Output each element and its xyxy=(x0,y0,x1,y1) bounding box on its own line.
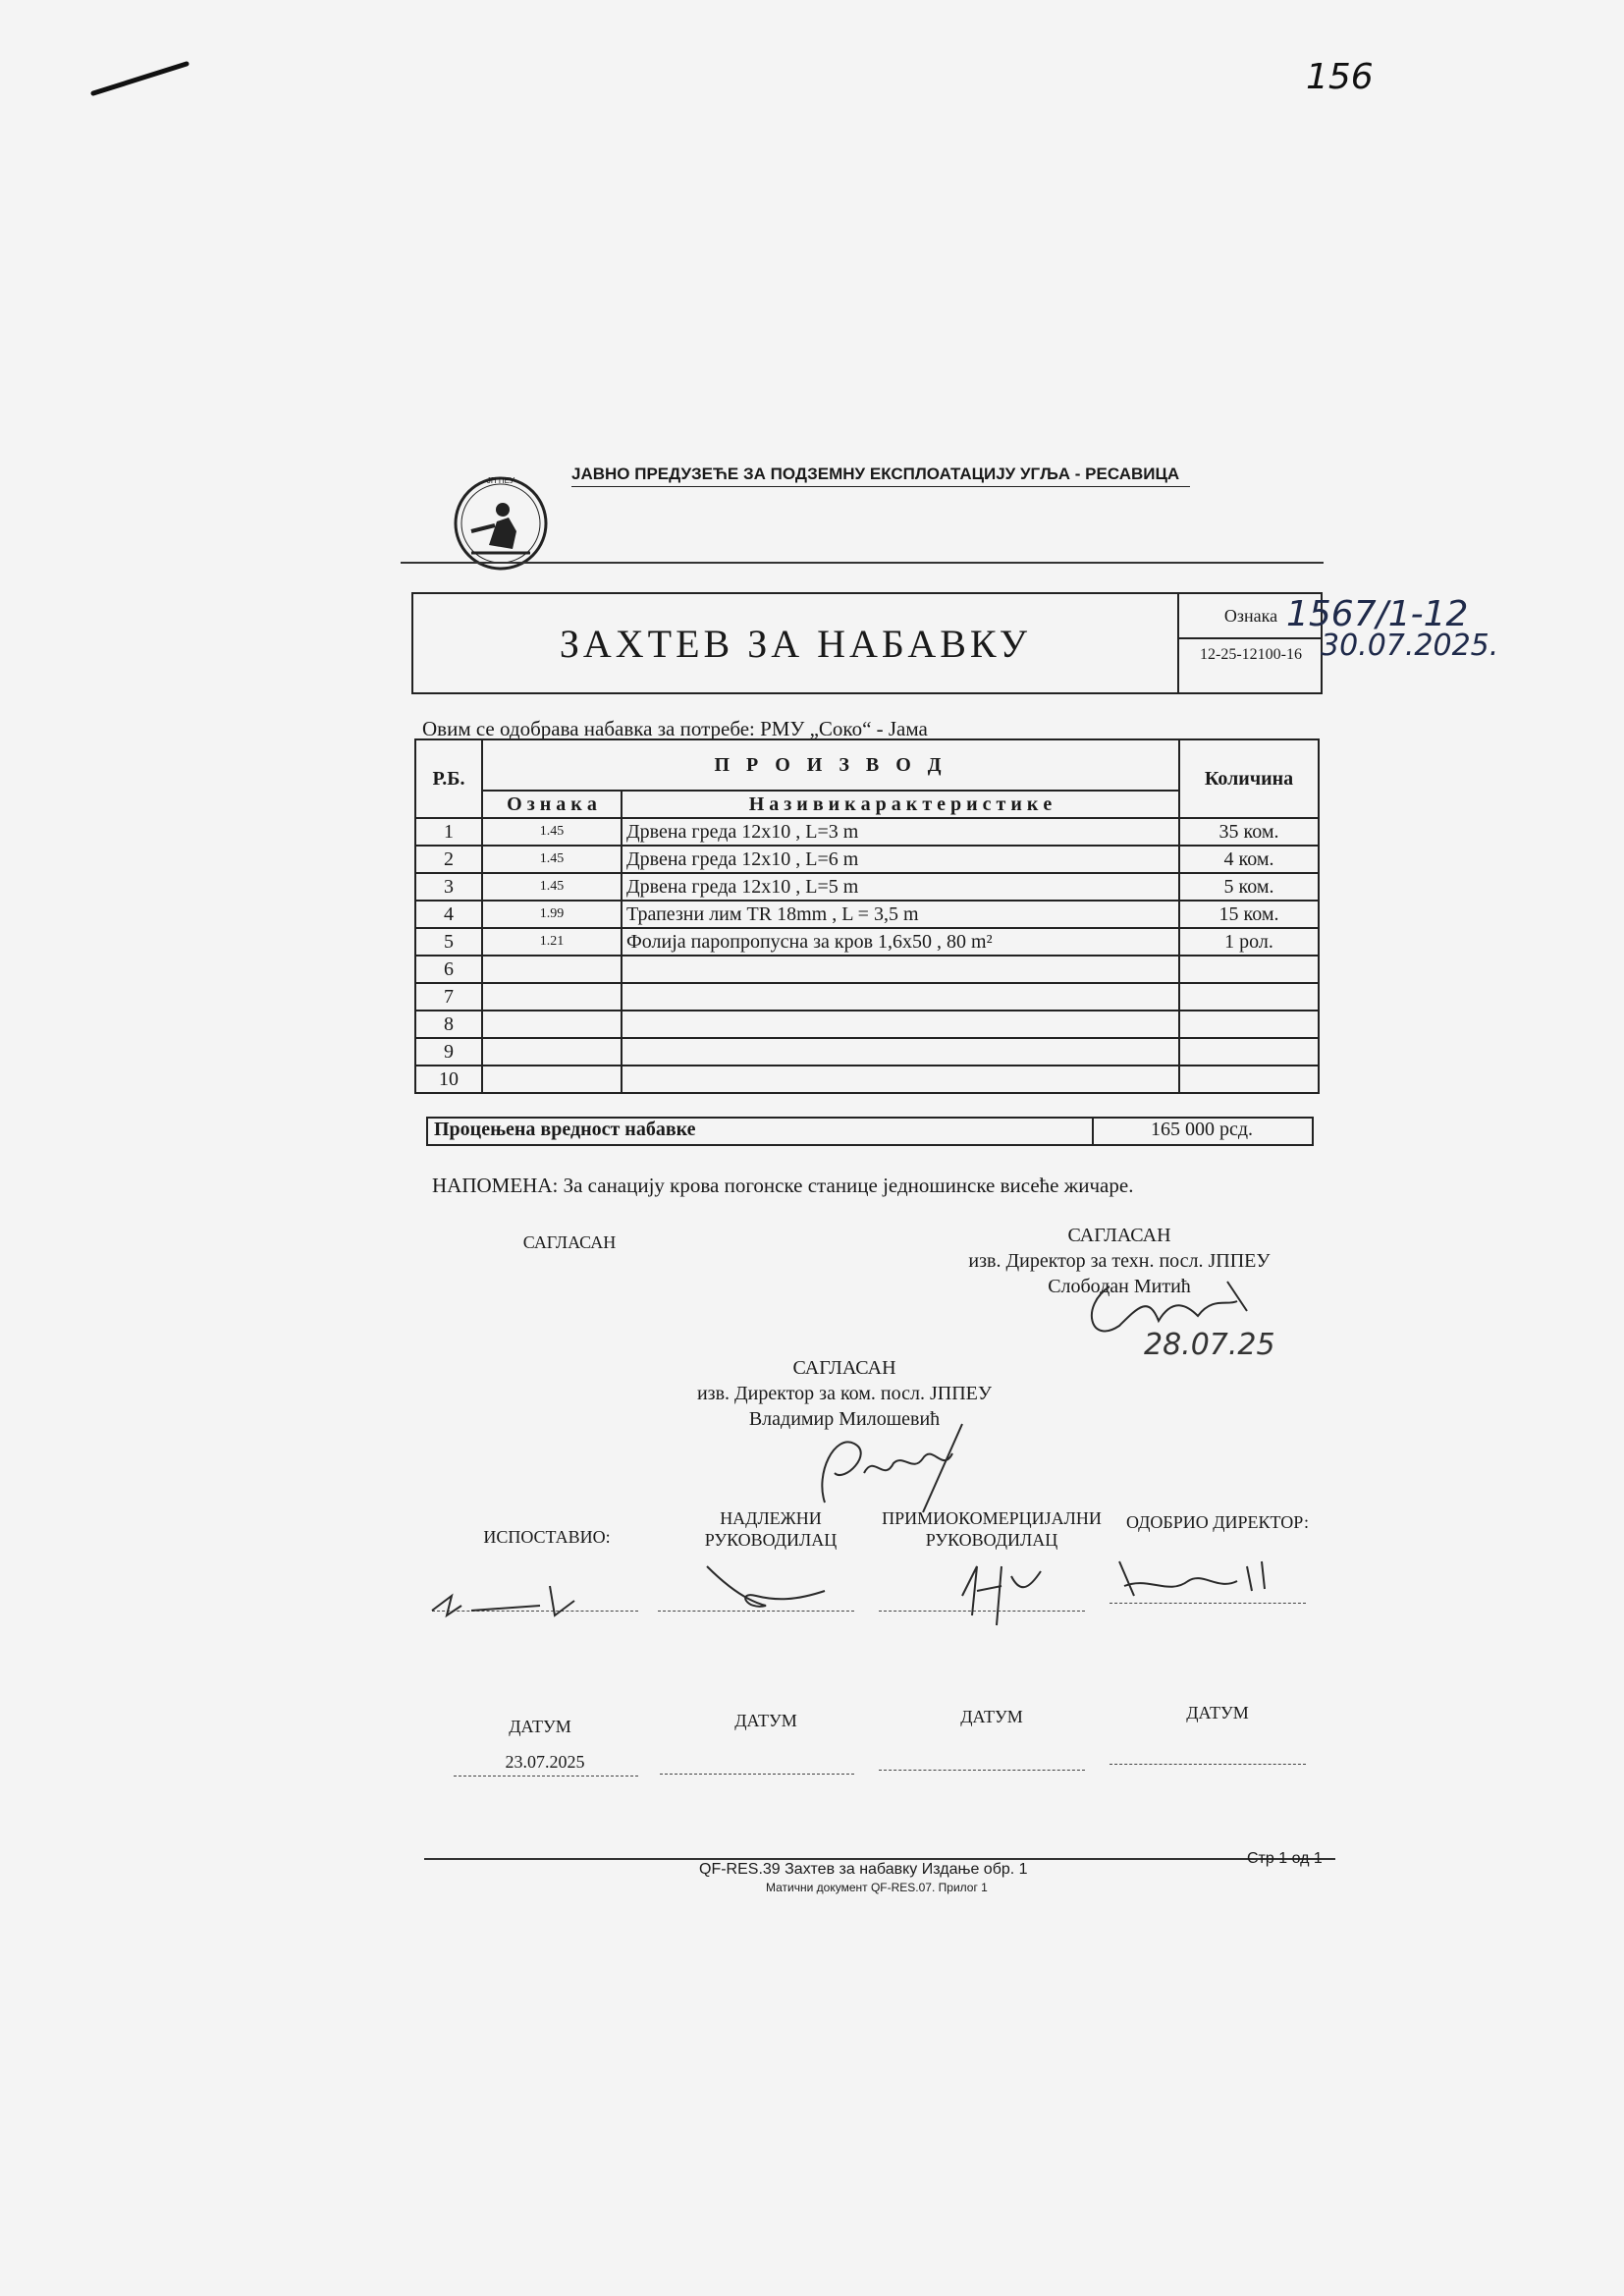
tech-director-title: изв. Директор за техн. посл. ЈППЕУ xyxy=(968,1250,1271,1272)
director-signature xyxy=(1110,1552,1286,1611)
company-name: ЈАВНО ПРЕДУЗЕЋЕ ЗА ПОДЗЕМНУ ЕКСПЛОАТАЦИЈУ УГЉА - РЕСАВИЦА xyxy=(571,465,1190,487)
table-row xyxy=(415,1011,1319,1038)
issued-by-signature xyxy=(422,1566,628,1625)
document-title: ЗАХТЕВ ЗА НАБАВКУ xyxy=(559,621,1032,666)
table-row xyxy=(415,873,1319,901)
table-row xyxy=(415,901,1319,928)
row-code xyxy=(482,1038,622,1066)
row-name xyxy=(622,1038,1179,1066)
items-table xyxy=(414,738,1320,1094)
row-rb: 5 xyxy=(415,928,482,956)
manager-label: НАДЛЕЖНИ РУКОВОДИЛАЦ xyxy=(704,1508,838,1550)
row-name: Дрвена греда 12x10 , L=6 m xyxy=(622,846,1179,873)
table-row xyxy=(415,1066,1319,1093)
tech-director-name: Слободан Митић xyxy=(1048,1276,1191,1297)
estimated-value-row xyxy=(426,1117,1314,1146)
col-code: О з н а к а xyxy=(482,791,622,818)
footer-page: Стр 1 од 1 xyxy=(1247,1850,1323,1867)
row-rb: 1 xyxy=(415,818,482,846)
row-qty xyxy=(1179,1066,1319,1093)
row-rb: 2 xyxy=(415,846,482,873)
date-label-2: ДАТУМ xyxy=(734,1711,797,1730)
footer-form: QF-RES.39 Захтев за набавку Издање обр. 1 xyxy=(699,1861,1028,1878)
oznaka-label: Ознака xyxy=(1179,594,1323,639)
date-line-2 xyxy=(660,1774,854,1775)
table-row xyxy=(415,818,1319,846)
row-code: 1.99 xyxy=(482,901,622,928)
row-qty: 15 ком. xyxy=(1179,901,1319,928)
col-product: П Р О И З В О Д xyxy=(482,739,1179,791)
row-name xyxy=(622,1011,1179,1038)
date-label-1: ДАТУМ xyxy=(509,1717,571,1736)
row-name: Дрвена греда 12x10 , L=5 m xyxy=(622,873,1179,901)
row-code xyxy=(482,956,622,983)
date-line-1 xyxy=(454,1776,638,1777)
row-qty xyxy=(1179,1011,1319,1038)
row-code: 1.45 xyxy=(482,873,622,901)
row-rb: 8 xyxy=(415,1011,482,1038)
estimated-label: Процењена вредност набавке xyxy=(434,1119,696,1140)
date-line-3 xyxy=(879,1770,1085,1771)
tech-approval-label: САГЛАСАН xyxy=(1067,1225,1171,1246)
row-rb: 6 xyxy=(415,956,482,983)
table-row xyxy=(415,928,1319,956)
row-rb: 4 xyxy=(415,901,482,928)
comm-director-signature xyxy=(805,1414,1001,1522)
row-code xyxy=(482,983,622,1011)
header-rule xyxy=(401,562,1324,564)
row-rb: 7 xyxy=(415,983,482,1011)
row-qty: 5 ком. xyxy=(1179,873,1319,901)
left-approval-label: САГЛАСАН xyxy=(522,1232,617,1252)
company-logo xyxy=(452,474,550,573)
pen-mark xyxy=(88,54,196,103)
comm-approval-label: САГЛАСАН xyxy=(792,1357,896,1379)
row-rb: 3 xyxy=(415,873,482,901)
col-rb: Р.Б. xyxy=(415,739,482,818)
row-code: 1.45 xyxy=(482,818,622,846)
row-rb: 9 xyxy=(415,1038,482,1066)
handwritten-reference: 1567/1-12 xyxy=(1286,594,1469,634)
row-qty xyxy=(1179,956,1319,983)
issued-by-label: ИСПОСТАВИО: xyxy=(483,1527,611,1547)
date-label-4: ДАТУМ xyxy=(1186,1703,1249,1722)
row-code xyxy=(482,1011,622,1038)
footer-rule xyxy=(424,1858,1335,1860)
table-row xyxy=(415,983,1319,1011)
comm-director-title: изв. Директор за ком. посл. ЈППЕУ xyxy=(696,1383,993,1404)
director-label: ОДОБРИО ДИРЕКТОР: xyxy=(1126,1512,1309,1532)
row-name xyxy=(622,983,1179,1011)
row-name: Фолија паропропусна за кров 1,6x50 , 80 m² xyxy=(622,928,1179,956)
row-qty: 35 ком. xyxy=(1179,818,1319,846)
row-code: 1.45 xyxy=(482,846,622,873)
table-row xyxy=(415,956,1319,983)
issued-date: 23.07.2025 xyxy=(505,1752,585,1772)
commercial-manager-signature xyxy=(943,1547,1060,1635)
date-label-3: ДАТУМ xyxy=(960,1707,1023,1726)
manager-signature xyxy=(687,1552,844,1620)
row-qty: 1 рол. xyxy=(1179,928,1319,956)
row-name xyxy=(622,956,1179,983)
comm-director-name: Владимир Милошевић xyxy=(748,1408,941,1430)
row-qty xyxy=(1179,983,1319,1011)
row-qty: 4 ком. xyxy=(1179,846,1319,873)
row-qty xyxy=(1179,1038,1319,1066)
intro-text: Овим се одобрава набавка за потребе: РМУ „Соко“ - Јама xyxy=(422,717,928,740)
table-row xyxy=(415,846,1319,873)
row-rb: 10 xyxy=(415,1066,482,1093)
date-line-4 xyxy=(1110,1764,1306,1765)
estimated-value: 165 000 рсд. xyxy=(1092,1119,1310,1144)
tech-handwritten-date: 28.07.25 xyxy=(1144,1328,1275,1362)
table-row xyxy=(415,1038,1319,1066)
page-number: 156 xyxy=(1306,57,1374,97)
title-box xyxy=(411,592,1323,694)
oznaka-code: 12-25-12100-16 xyxy=(1200,646,1302,663)
row-code xyxy=(482,1066,622,1093)
handwritten-date: 30.07.2025. xyxy=(1321,629,1499,663)
row-name: Дрвена греда 12x10 , L=3 m xyxy=(622,818,1179,846)
note: НАПОМЕНА: За санацију крова погонске станице једношинске висеће жичаре. xyxy=(432,1174,1134,1197)
commercial-manager-label: ПРИМИОКОМЕРЦИЈАЛНИ РУКОВОДИЛАЦ xyxy=(882,1508,1102,1550)
footer-matrix: Матични документ QF-RES.07. Прилог 1 xyxy=(766,1881,988,1894)
row-name xyxy=(622,1066,1179,1093)
row-code: 1.21 xyxy=(482,928,622,956)
col-quantity: Количина xyxy=(1179,739,1319,818)
logo-text: ЈП ПЕУ xyxy=(486,476,515,485)
col-name: Н а з и в и к а р а к т е р и с т и к е xyxy=(622,791,1179,818)
row-name: Трапезни лим TR 18mm , L = 3,5 m xyxy=(622,901,1179,928)
